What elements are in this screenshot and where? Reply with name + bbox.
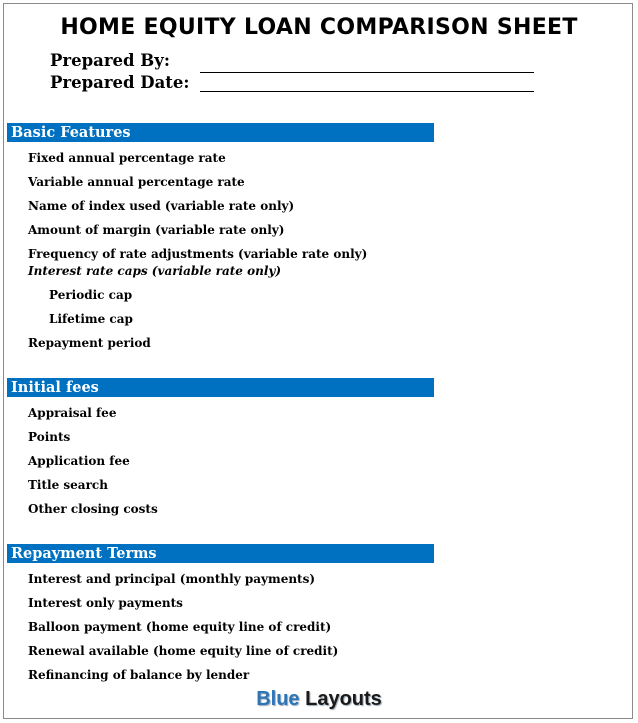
list-item: Frequency of rate adjustments (variable rate only): [28, 247, 368, 261]
list-item: Lifetime cap: [49, 312, 133, 326]
comparison-sheet: [3, 3, 633, 719]
prepared-date-line[interactable]: [200, 91, 534, 92]
section-basic-features: Basic Features: [7, 123, 434, 142]
list-subheading: Interest rate caps (variable rate only): [28, 264, 282, 278]
list-item: Amount of margin (variable rate only): [28, 223, 285, 237]
list-item: Interest and principal (monthly payments): [28, 572, 316, 586]
logo-part-layouts: Layouts: [299, 688, 382, 710]
list-item: Balloon payment (home equity line of credit): [28, 620, 332, 634]
list-item: Periodic cap: [49, 288, 133, 302]
prepared-date-label: Prepared Date:: [50, 73, 190, 92]
prepared-by-line[interactable]: [200, 72, 534, 73]
list-item: Variable annual percentage rate: [28, 175, 245, 189]
blue-layouts-logo: [4, 688, 634, 711]
list-item: Points: [28, 430, 71, 444]
list-item: Refinancing of balance by lender: [28, 668, 250, 682]
prepared-by-label: Prepared By:: [50, 51, 170, 70]
list-item: Application fee: [28, 454, 130, 468]
list-item: Renewal available (home equity line of credit): [28, 644, 339, 658]
section-repayment-terms: Repayment Terms: [7, 544, 434, 563]
list-item: Interest only payments: [28, 596, 183, 610]
list-item: Appraisal fee: [28, 406, 117, 420]
list-item: Fixed annual percentage rate: [28, 151, 226, 165]
sheet-title: HOME EQUITY LOAN COMPARISON SHEET: [60, 15, 578, 40]
list-item: Repayment period: [28, 336, 151, 350]
list-item: Title search: [28, 478, 108, 492]
section-initial-fees: Initial fees: [7, 378, 434, 397]
logo-part-blue: Blue: [256, 688, 300, 710]
list-item: Other closing costs: [28, 502, 158, 516]
list-item: Name of index used (variable rate only): [28, 199, 295, 213]
